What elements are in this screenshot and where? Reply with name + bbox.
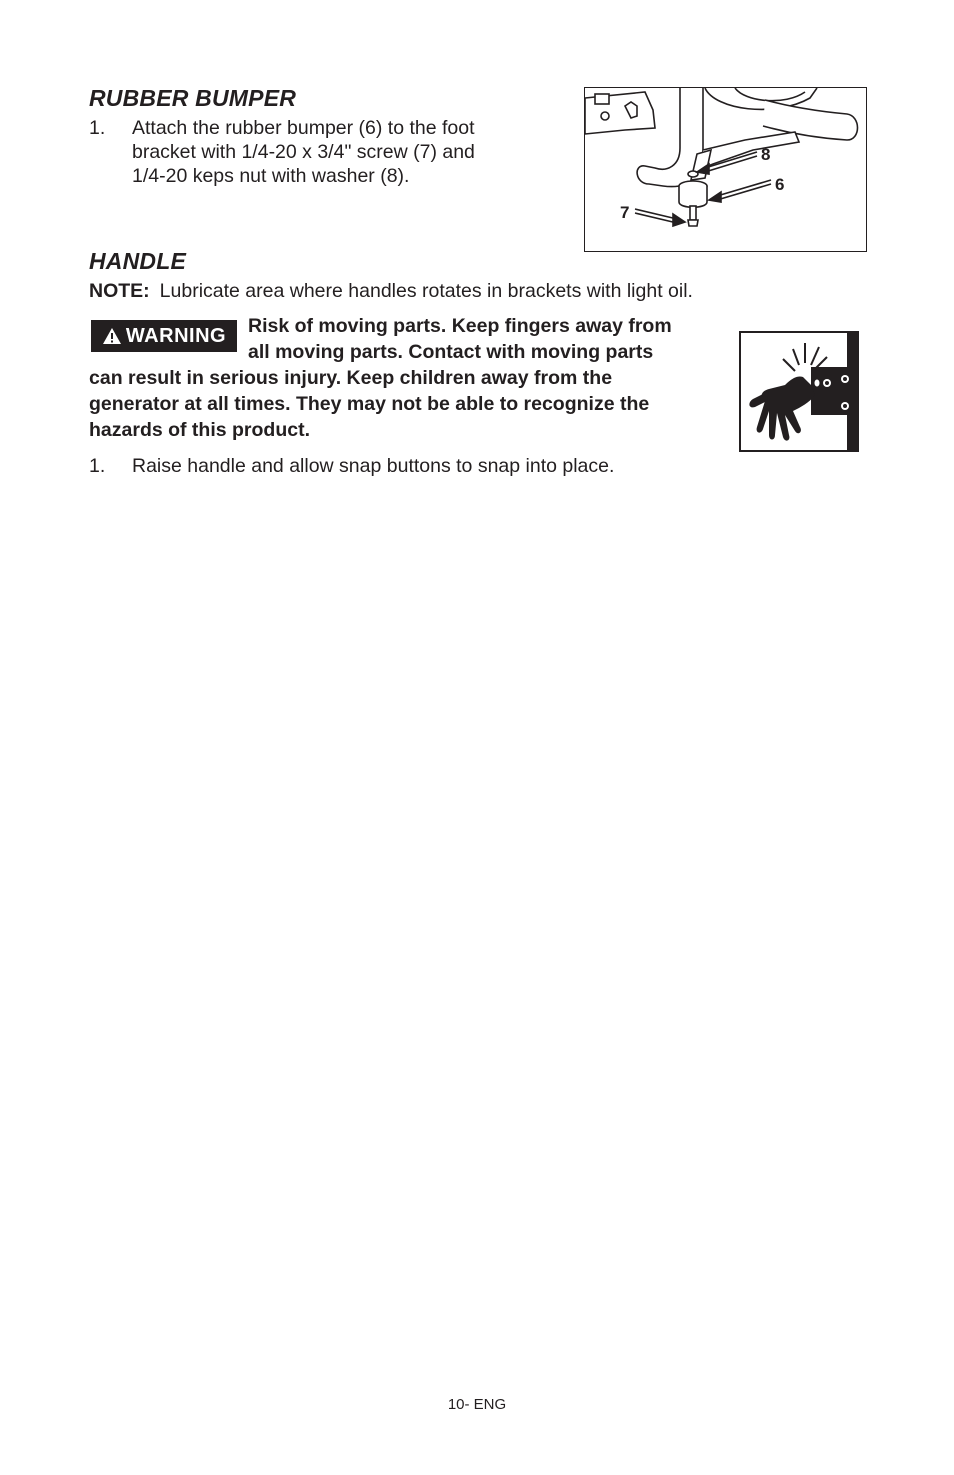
warning-line: hazards of this product. — [89, 419, 311, 441]
rubber-bumper-step-1 — [89, 116, 549, 196]
callout-6: 6 — [775, 175, 785, 194]
step-line: 1/4-20 keps nut with washer (8). — [132, 165, 410, 187]
note-label: NOTE: — [89, 280, 150, 302]
handle-step-1 — [89, 454, 739, 480]
warning-triangle-icon — [102, 327, 122, 345]
handle-note — [89, 279, 869, 303]
moving-parts-hazard-icon — [739, 331, 859, 452]
warning-line: all moving parts. Contact with moving parts — [248, 341, 654, 363]
callout-7: 7 — [620, 203, 630, 222]
warning-line: can result in serious injury. Keep children away from the — [89, 367, 613, 389]
warning-line: generator at all times. They may not be able to recognize the — [89, 393, 650, 415]
handle-heading: HANDLE — [89, 248, 187, 274]
note-text: Lubricate area where handles rotates in brackets with light oil. — [159, 280, 693, 302]
warning-line: Risk of moving parts. Keep fingers away from — [248, 315, 672, 337]
step-number: 1. — [89, 455, 106, 477]
step-text — [132, 116, 532, 188]
page-number: 10- ENG — [447, 1396, 507, 1413]
rubber-bumper-heading: RUBBER BUMPER — [89, 85, 297, 111]
warning-badge — [91, 320, 237, 352]
warning-label: WARNING — [125, 324, 227, 347]
step-line: Attach the rubber bumper (6) to the foot — [132, 117, 475, 139]
step-line: bracket with 1/4-20 x 3/4" screw (7) and — [132, 141, 475, 163]
callout-8: 8 — [761, 145, 771, 164]
rubber-bumper-figure — [584, 87, 867, 252]
warning-text-top — [248, 313, 738, 365]
step-text: Raise handle and allow snap buttons to snap into place. — [132, 455, 615, 477]
step-number: 1. — [89, 117, 106, 139]
warning-text-bottom — [89, 365, 739, 443]
rubber-bumper-illustration — [585, 88, 865, 250]
